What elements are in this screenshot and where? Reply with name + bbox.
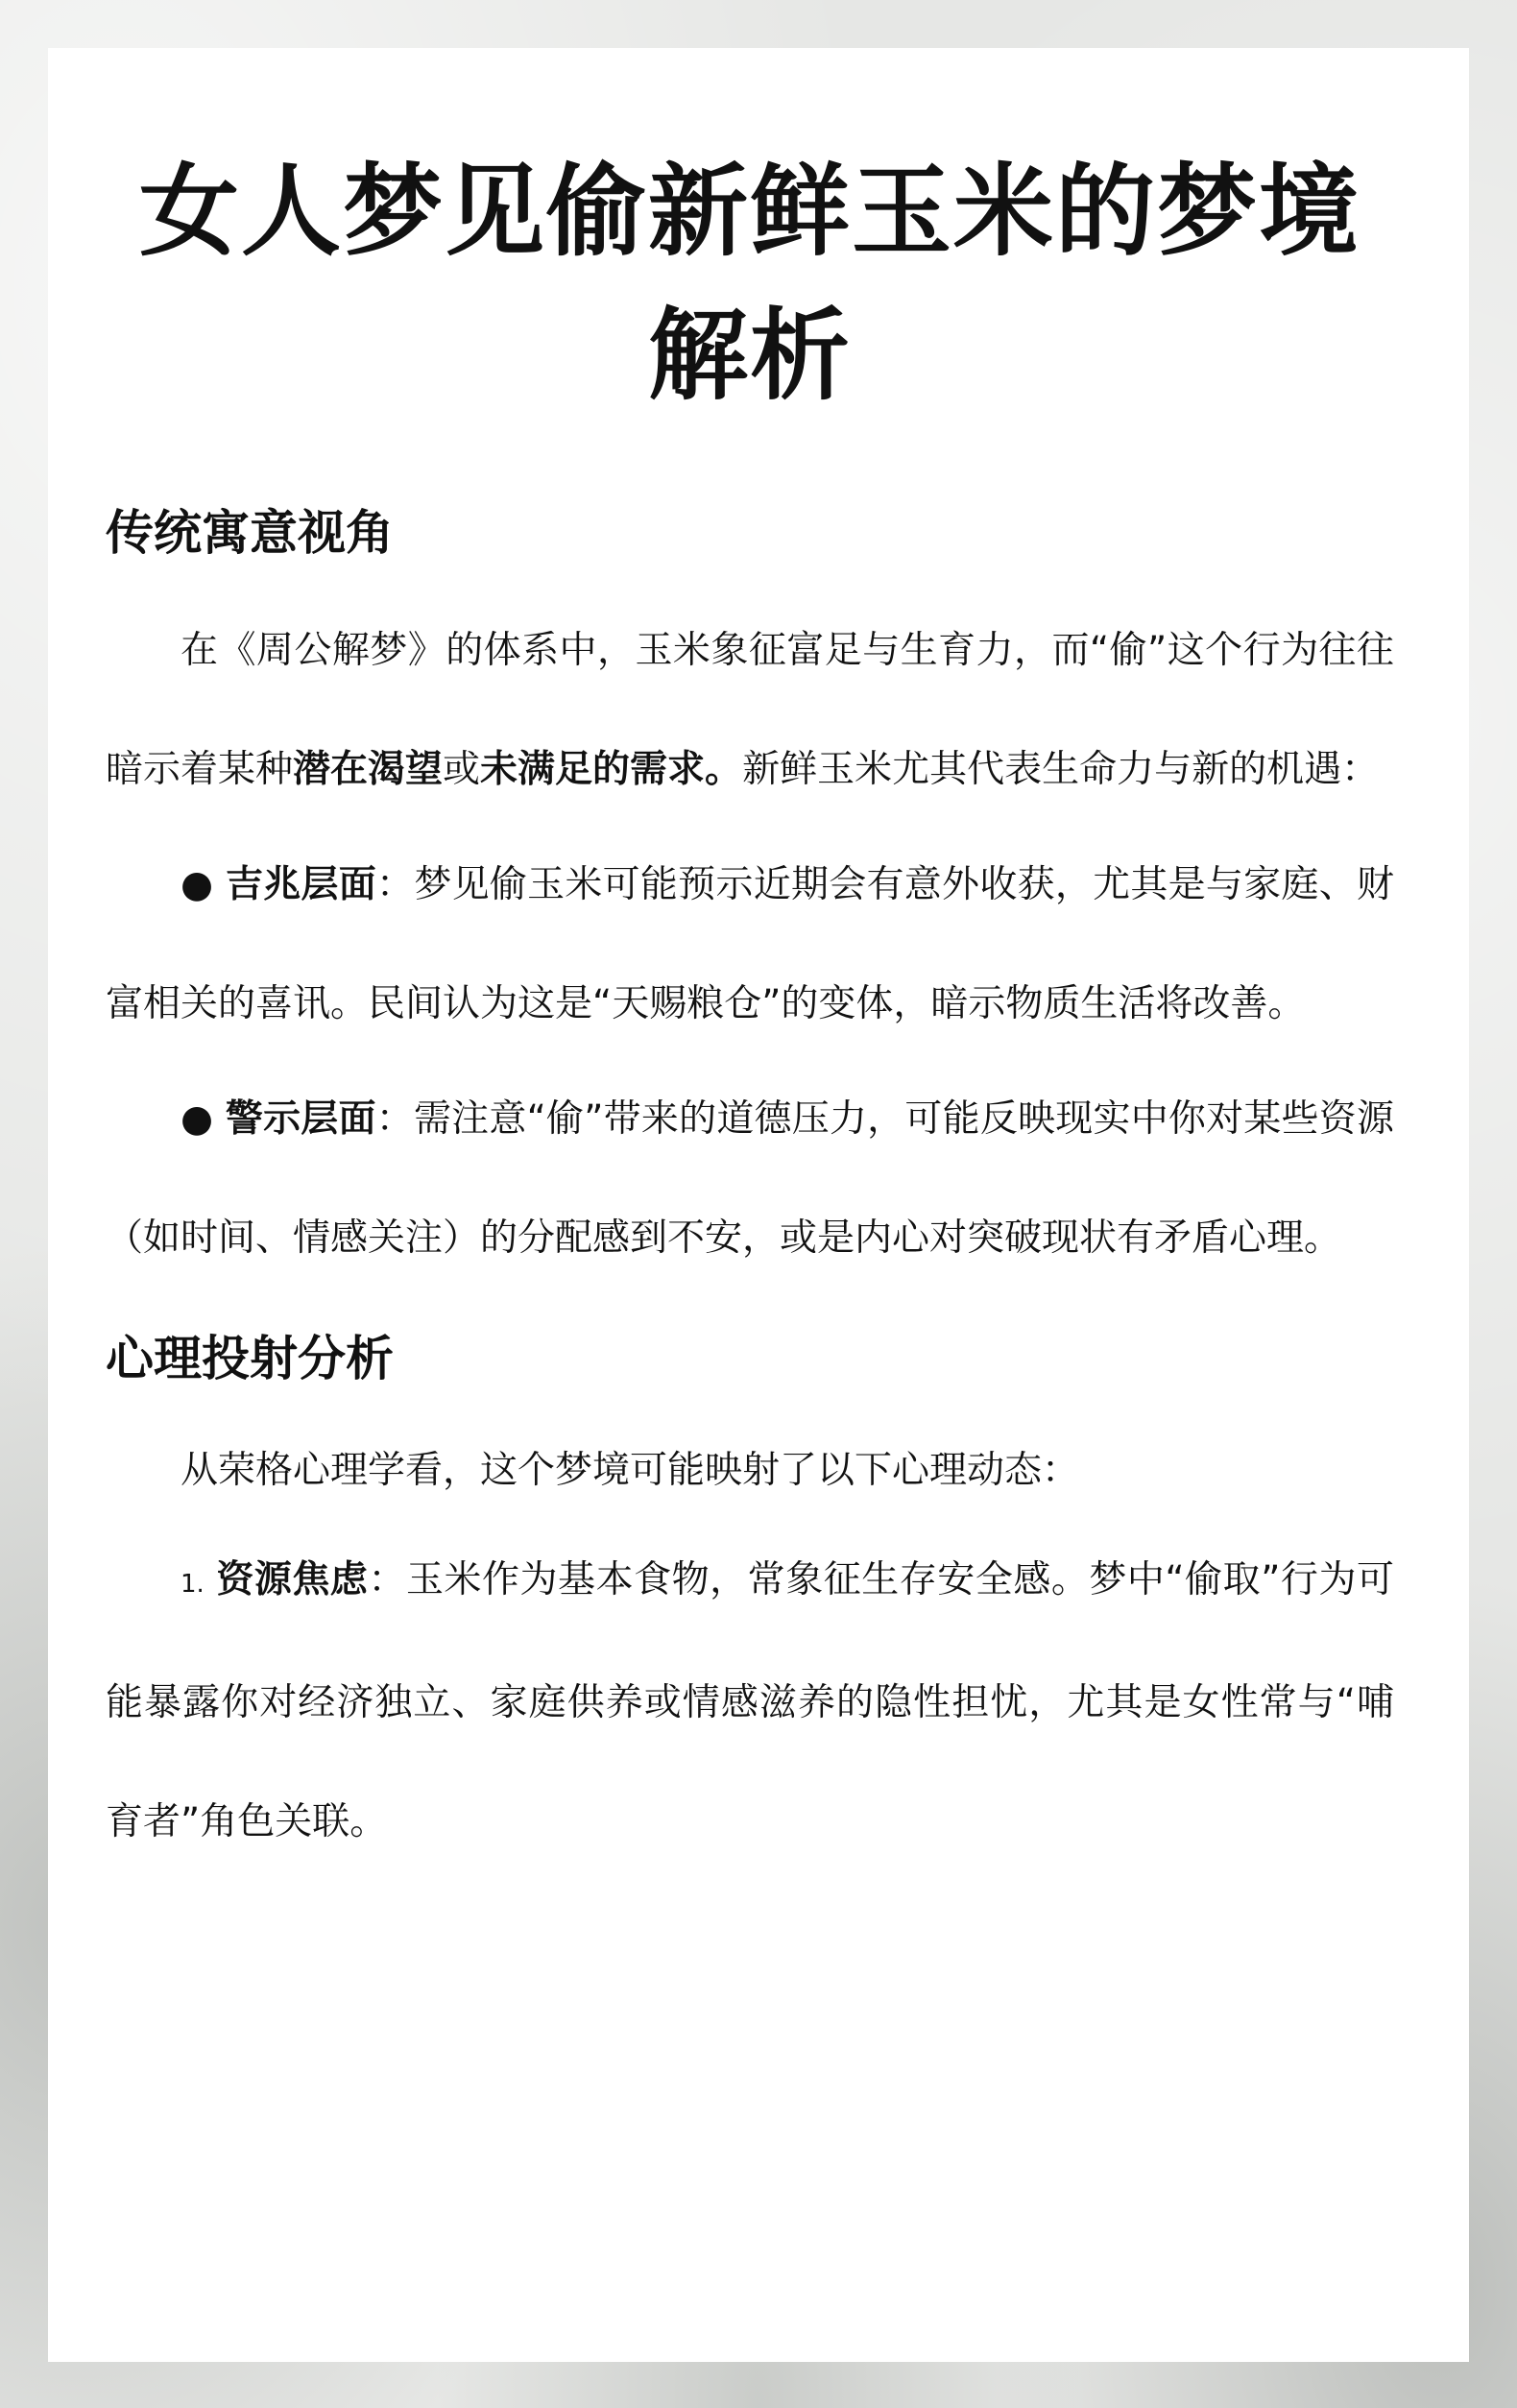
bullet-dot-icon: ●	[181, 1097, 214, 1141]
bullet-text: ：需注意“偷”带来的道德压力，可能反映现实中你对某些资源（如时间、情感关注）的分配感到不安，或是内心对突破现状有矛盾心理。	[106, 1097, 1394, 1260]
numbered-item-resource-anxiety	[106, 1521, 1394, 1882]
bullet-dot-icon: ●	[181, 863, 214, 906]
section-heading-psychology: 心理投射分析	[106, 1331, 394, 1386]
intro-text: 或	[443, 748, 481, 791]
intro-text: 在《周公解梦》的体系中，玉米象征富足与生育力，而“偷”这个行为往往暗示着某种	[106, 629, 1394, 791]
item-text: ：玉米作为基本食物，常象征生存安全感。梦中“偷取”行为可能暴露你对经济独立、家庭供养或情感滋养的隐性担忧，尤其是女性常与“哺育者”角色关联。	[106, 1558, 1394, 1843]
intro-bold-desire: 潜在渴望	[293, 748, 444, 791]
page-title: 女人梦见偷新鲜玉米的梦境解析	[138, 153, 1360, 414]
list-number: 1.	[181, 1570, 205, 1599]
bullet-label: 吉兆层面	[225, 863, 377, 906]
article-card	[48, 48, 1469, 2362]
bullet-label: 警示层面	[225, 1097, 376, 1141]
psychology-intro-paragraph: 从荣格心理学看，这个梦境可能映射了以下心理动态：	[181, 1449, 1080, 1492]
intro-bold-need: 未满足的需求。	[480, 748, 743, 791]
bullet-warning	[106, 1060, 1394, 1298]
intro-text: 新鲜玉米尤其代表生命力与新的机遇：	[742, 748, 1380, 791]
section-heading-traditional: 传统寓意视角	[106, 505, 394, 561]
item-label: 资源焦虑	[215, 1558, 369, 1601]
bullet-text: ：梦见偷玉米可能预示近期会有意外收获，尤其是与家庭、财富相关的喜讯。民间认为这是“天赐粮仓”的变体，暗示物质生活将改善。	[106, 863, 1394, 1025]
traditional-intro-paragraph	[106, 591, 1394, 830]
bullet-auspicious	[106, 826, 1394, 1064]
